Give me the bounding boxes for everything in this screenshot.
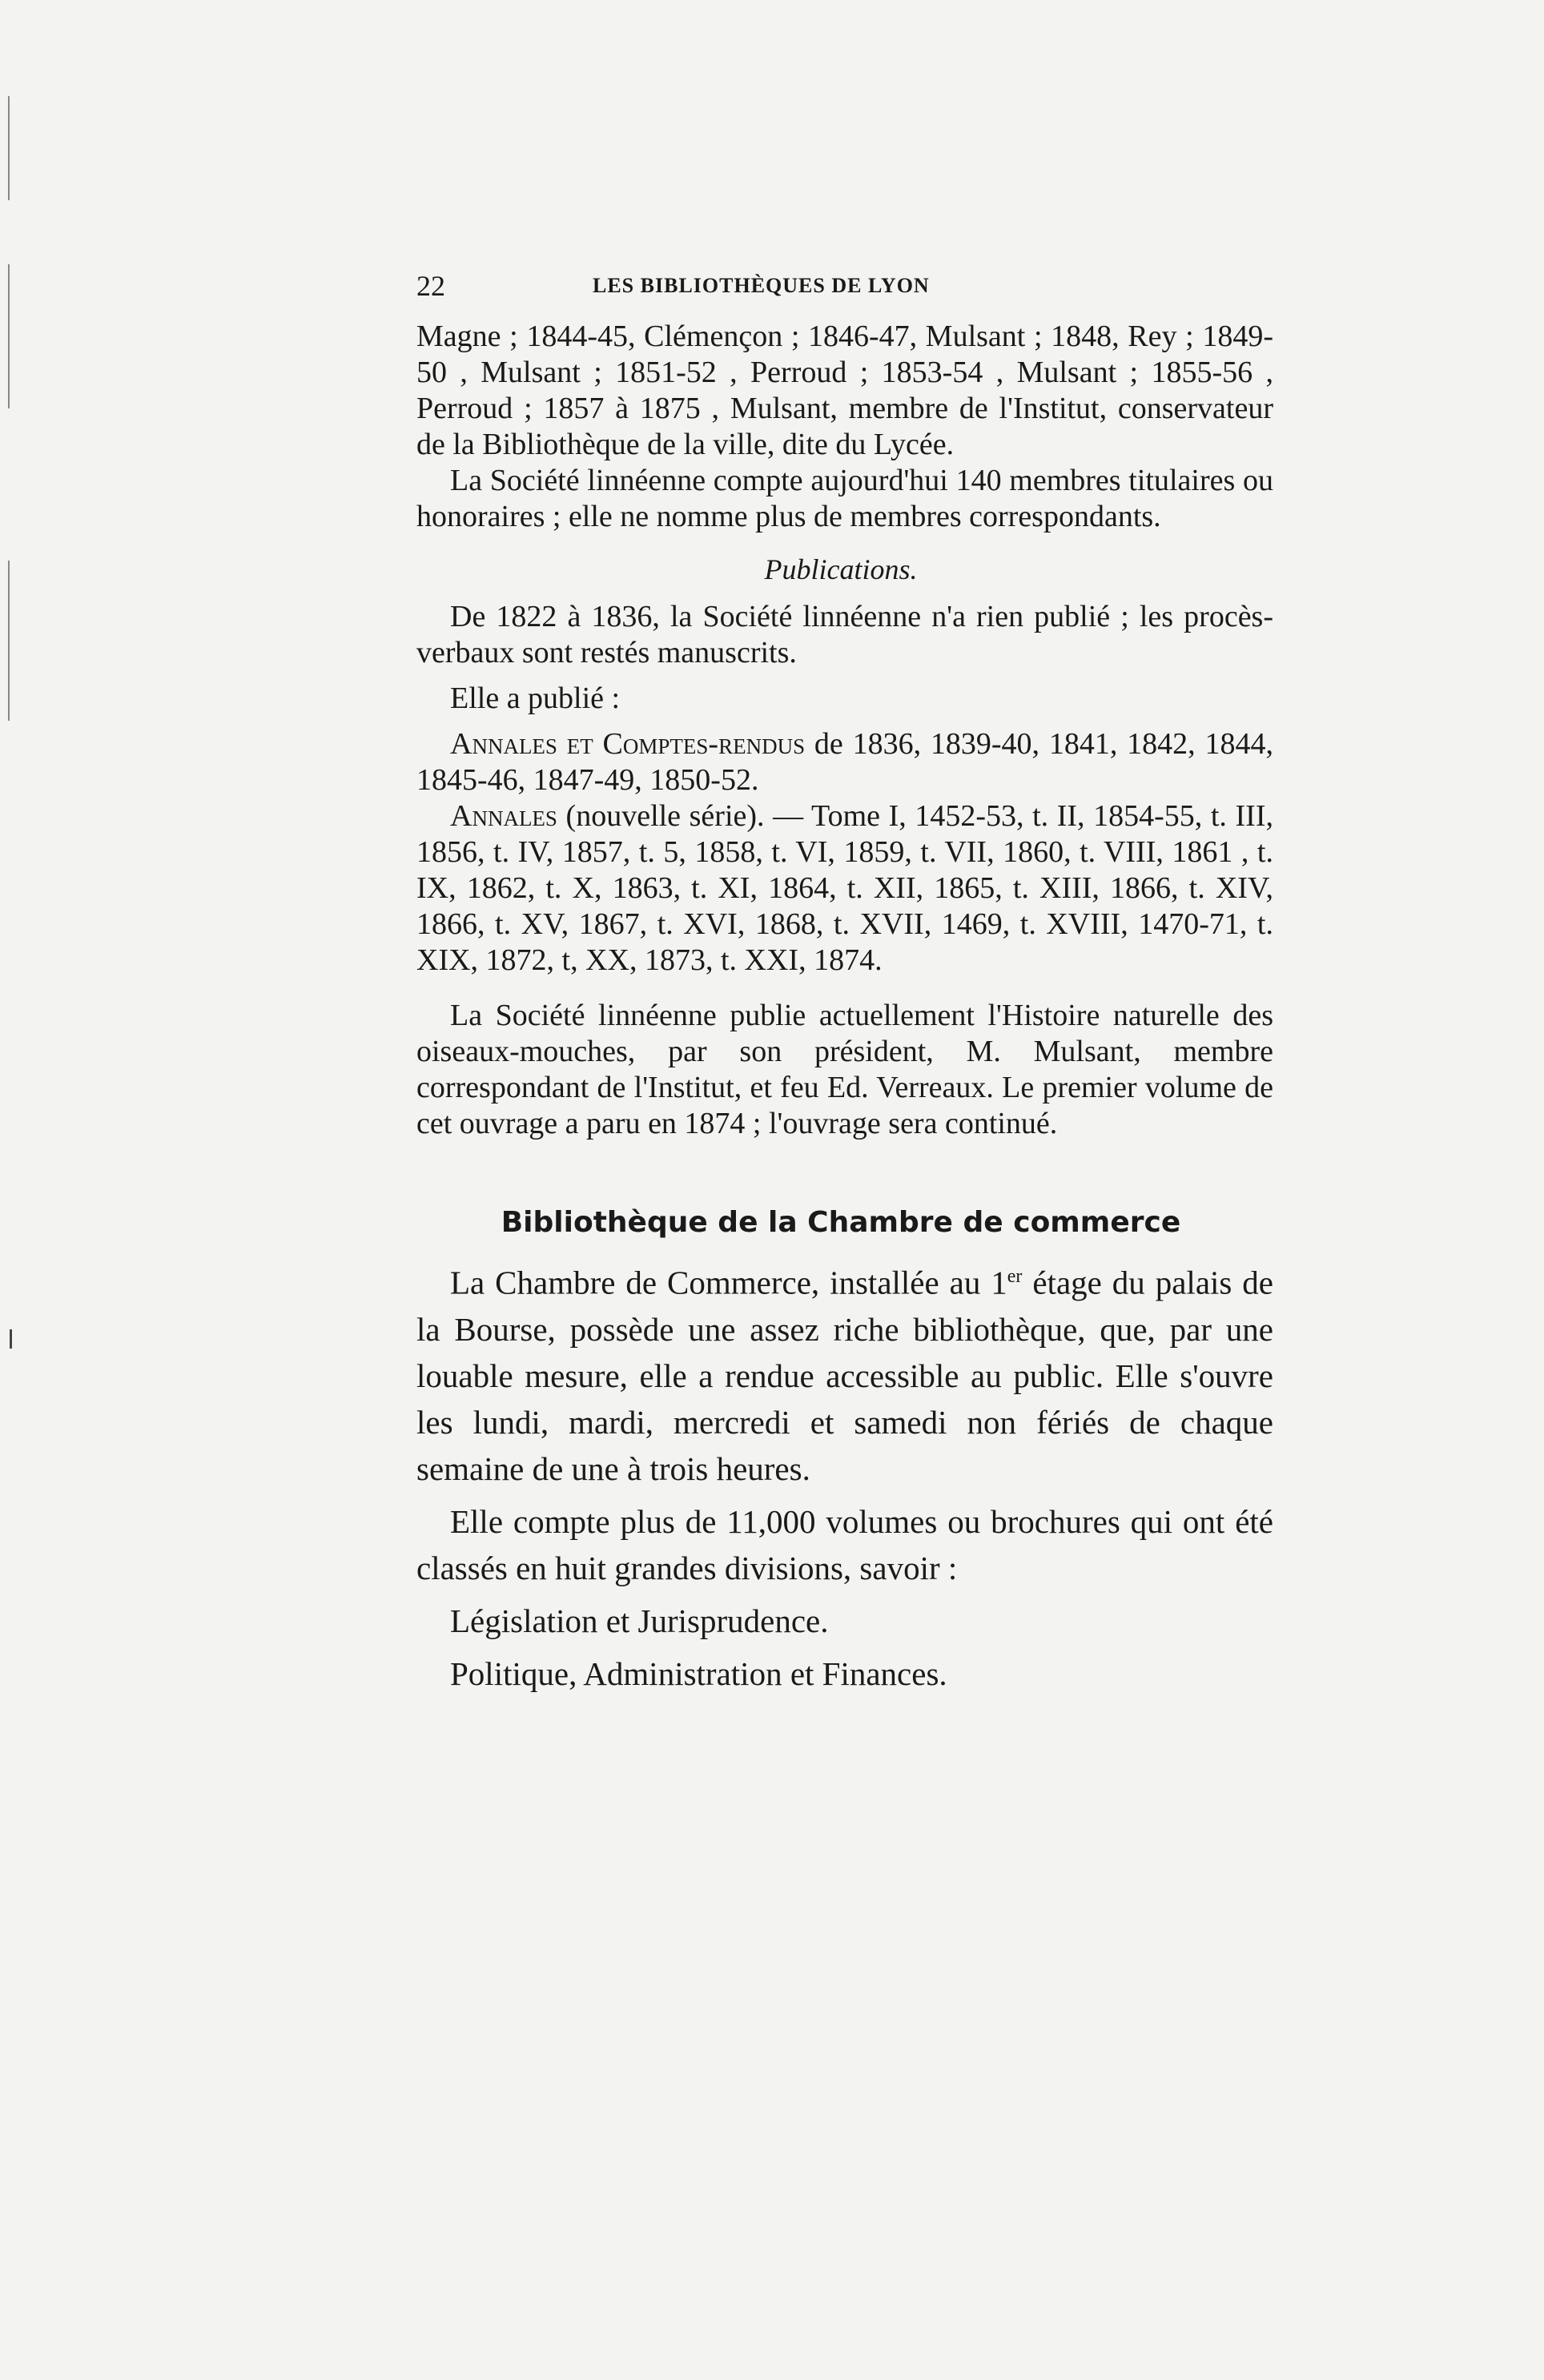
page-content [408,264,1273,1697]
chamber-text-rest: étage du palais de la Bourse, possède une assez riche bibliothèque, que, par une louable mesure, elle a rendue accessible au public. Elle s'ouvre les lundi, mardi, mercredi et samedi non fériés de chaque semaine de une à trois heures. [416,1264,1273,1487]
scan-margin-mark [8,264,10,408]
paragraph-volume-count: Elle compte plus de 11,000 volumes ou brochures qui ont été classés en huit grandes divisions, savoir : [416,1502,1273,1586]
paragraph-members: La Société linnéenne compte aujourd'hui 140 membres titulaires ou honoraires ; elle ne nomme plus de membres correspondants. [416,464,1273,533]
paragraph-presidents: Magne ; 1844-45, Clémençon ; 1846-47, Mulsant ; 1848, Rey ; 1849-50 , Mulsant ; 1851-52 , Perroud ; 1853-54 , Mulsant ; 1855-56 , Perroud ; 1857 à 1875 , Mulsant, membre de l'Institut, conservateur de la Bibliothèque de la ville, dite du Lycée. [416,320,1273,461]
paragraph-publication-history: De 1822 à 1836, la Société linnéenne n'a rien publié ; les procès-verbaux sont restés manuscrits. [416,600,1273,669]
paragraph-division-politics: Politique, Administration et Finances. [450,1654,947,1692]
paragraph-chamber-location [416,1253,1273,1492]
subheading-publications: Publications. [764,553,918,585]
running-head [408,264,1273,312]
running-title: LES BIBLIOTHÈQUES DE LYON [593,274,930,297]
chamber-text-start: La Chambre de Commerce, installée au 1 [450,1264,1007,1301]
page-number: 22 [416,270,445,302]
ordinal-superscript: er [1007,1266,1023,1287]
scan-margin-mark [8,96,10,200]
paragraph-annales-comptes-rendus [416,726,1273,798]
annales-comptes-rendus-title: Annales et Comptes-rendus [450,727,806,761]
scan-margin-mark [10,1329,12,1349]
paragraph-annales-new-series [416,798,1273,979]
annales-volumes: (nouvelle série). — Tome I, 1452-53, t. II, 1854-55, t. III, 1856, t. IV, 1857, t. 5, 1858, t. VI, 1859, t. VII, 1860, t. VIII, 1861 , t. IX, 1862, t. X, 1863, t. XI, 1864, t. XII, 1865, t. XIII, 1866, t. XIV, 1866, t. XV, 1867, t. XVI, 1868, t. XVII, 1469, t. XVIII, 1470-71, t. XIX, 1872, t, XX, 1873, t. XXI, 1874. [416,799,1273,977]
annales-comptes-rendus-years: de 1836, 1839-40, 1841, 1842, 1844, 1845-46, 1847-49, 1850-52. [416,727,1273,797]
paragraph-published-intro: Elle a publié : [450,681,621,715]
scan-margin-mark [8,561,10,721]
annales-title: Annales [450,799,557,833]
paragraph-division-legislation: Législation et Jurisprudence. [450,1602,829,1639]
paragraph-hummingbird-history: La Société linnéenne publie actuellement l'Histoire naturelle des oiseaux-mouches, par son président, M. Mulsant, membre correspondant de l'Institut, et feu Ed. Verreaux. Le premier volume de cet ouvrage a paru en 1874 ; l'ouvrage sera continué. [416,999,1273,1140]
section-heading-chamber-library: Bibliothèque de la Chambre de commerce [501,1206,1181,1239]
